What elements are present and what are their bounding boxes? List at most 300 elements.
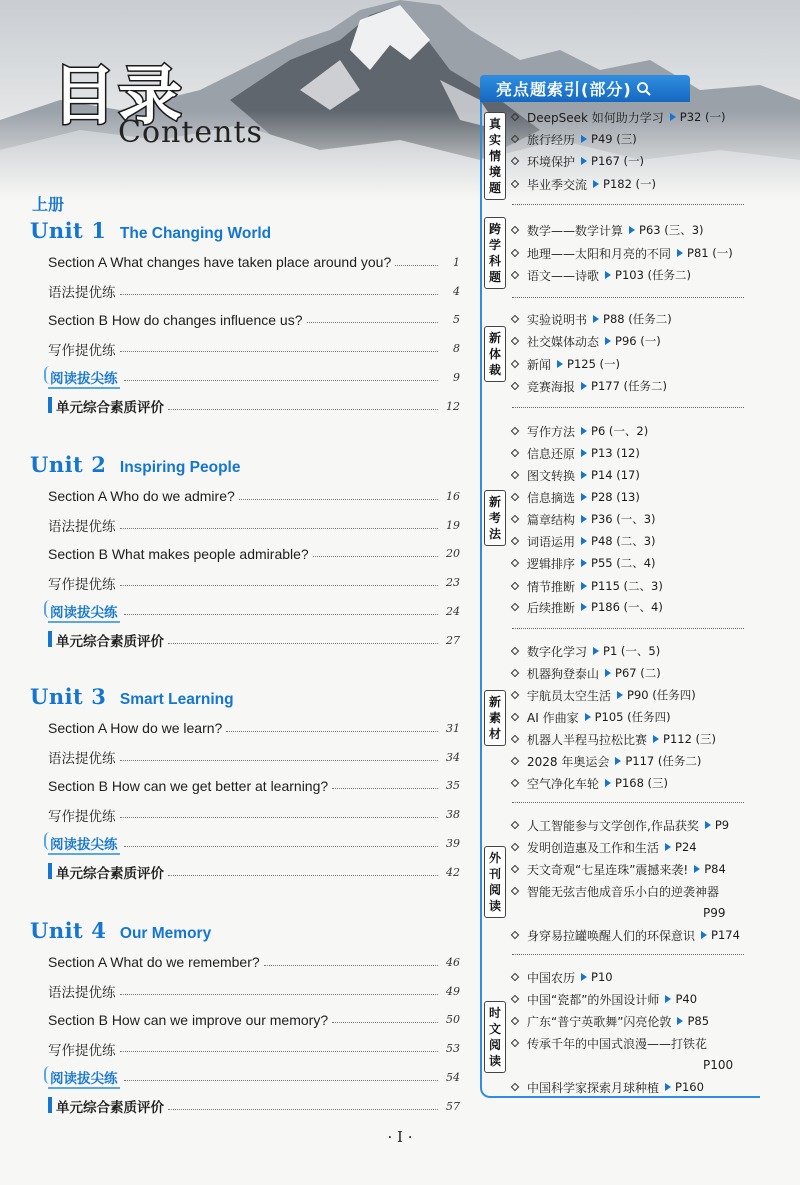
arrow-right-icon xyxy=(593,315,599,323)
index-category-3 xyxy=(484,326,506,382)
index-item[interactable] xyxy=(512,836,697,858)
index-item-ref: P48 (二、3) xyxy=(591,534,656,548)
toc-entry-page: 35 xyxy=(446,779,460,793)
arrow-right-icon xyxy=(581,973,587,981)
toc-entry-page: 1 xyxy=(453,255,460,269)
index-item-text: 图文转换 xyxy=(527,468,576,483)
toc-entry[interactable] xyxy=(30,540,460,569)
toc-entry-label: 阅读拔尖练 xyxy=(48,601,120,623)
diamond-bullet-icon xyxy=(511,315,519,323)
index-item-text: 中国科学家探索月球种植 xyxy=(527,1080,660,1095)
index-category-6 xyxy=(484,846,506,918)
dotted-separator xyxy=(512,954,744,955)
arrow-right-icon xyxy=(605,669,611,677)
diamond-bullet-icon xyxy=(511,249,519,257)
arrow-right-icon xyxy=(581,559,587,567)
diamond-bullet-icon xyxy=(511,1039,519,1047)
index-item[interactable] xyxy=(512,728,716,750)
diamond-bullet-icon xyxy=(511,735,519,743)
index-item[interactable] xyxy=(512,508,656,530)
index-item[interactable] xyxy=(512,219,704,241)
arrow-right-icon xyxy=(593,647,599,655)
index-item-ref: P96 (一) xyxy=(615,334,661,348)
diamond-bullet-icon xyxy=(511,157,519,165)
index-item[interactable] xyxy=(512,966,613,988)
dotted-separator xyxy=(512,802,744,803)
arrow-right-icon xyxy=(617,691,623,699)
index-item[interactable] xyxy=(512,814,729,836)
arrow-right-icon xyxy=(615,757,621,765)
index-item-ref: P112 (三) xyxy=(663,732,717,746)
index-item[interactable] xyxy=(512,1032,707,1054)
index-item[interactable] xyxy=(512,880,719,902)
toc-entry-page: 23 xyxy=(446,576,460,590)
index-item-ref: P186 (一、4) xyxy=(591,600,663,614)
index-item[interactable] xyxy=(512,106,725,128)
toc-entry-page: 31 xyxy=(446,721,460,735)
index-category-7 xyxy=(484,1001,506,1073)
toc-entry[interactable] xyxy=(30,772,460,801)
toc-entry-label: 阅读拔尖练 xyxy=(48,367,120,389)
toc-entry[interactable] xyxy=(30,1092,460,1121)
toc-entry-page: 42 xyxy=(446,865,460,879)
diamond-bullet-icon xyxy=(511,669,519,677)
toc-entry[interactable] xyxy=(30,743,460,772)
diamond-bullet-icon xyxy=(511,471,519,479)
index-item-ref: P90 (任务四) xyxy=(627,688,696,702)
index-item[interactable] xyxy=(512,375,667,397)
dotted-separator xyxy=(512,204,744,205)
diamond-bullet-icon xyxy=(511,113,519,121)
index-item-ref: P40 xyxy=(675,992,698,1006)
diamond-bullet-icon xyxy=(511,1083,519,1091)
index-item[interactable] xyxy=(512,552,656,574)
diamond-bullet-icon xyxy=(511,493,519,501)
index-item-ref: P28 (13) xyxy=(591,490,640,504)
index-item-text: 传承千年的中国式浪漫——打铁花 xyxy=(527,1036,708,1051)
diamond-bullet-icon xyxy=(511,337,519,345)
arrow-right-icon xyxy=(581,493,587,501)
index-category-label: 外刊阅读 xyxy=(488,851,501,913)
index-item-ref: P1 (一、5) xyxy=(603,644,661,658)
toc-entry-page: 34 xyxy=(446,750,460,764)
index-item-text: 情节推断 xyxy=(527,579,576,594)
diamond-bullet-icon xyxy=(511,603,519,611)
dotted-separator xyxy=(512,628,744,629)
dot-leader xyxy=(168,1109,438,1110)
index-item-ref: P6 (一、2) xyxy=(591,424,649,438)
index-item[interactable] xyxy=(512,684,696,706)
index-item[interactable] xyxy=(512,308,672,330)
index-item-text: 数字化学习 xyxy=(527,644,588,659)
toc-entry[interactable] xyxy=(30,363,460,392)
index-item-ref: P125 (一) xyxy=(567,357,621,371)
index-item-ref: P13 (12) xyxy=(591,446,640,460)
unit-num: 3 xyxy=(91,684,106,709)
index-item[interactable] xyxy=(512,150,644,172)
index-item-text: 旅行经历 xyxy=(527,132,576,147)
index-header-label: 亮点题索引(部分) xyxy=(496,80,632,99)
diamond-bullet-icon xyxy=(511,973,519,981)
diamond-bullet-icon xyxy=(511,559,519,567)
index-item-ref: P105 (任务四) xyxy=(594,710,671,724)
toc-entry-label: Section A Who do we admire? xyxy=(48,488,235,505)
dot-leader xyxy=(264,965,438,966)
index-item-ref: P10 xyxy=(591,970,613,984)
arrow-right-icon xyxy=(581,537,587,545)
index-item-ref: P67 (二) xyxy=(615,666,661,680)
index-item-text: 数学——数学计算 xyxy=(527,223,624,238)
index-item-ref: P100 xyxy=(703,1058,734,1072)
toc-entry-label: 语法提优练 xyxy=(48,519,116,536)
toc-entry-page: 5 xyxy=(453,313,460,327)
arrow-right-icon xyxy=(581,135,587,143)
dot-leader xyxy=(120,351,439,352)
index-item[interactable] xyxy=(512,858,726,880)
unit-title: Smart Learning xyxy=(119,691,234,708)
diamond-bullet-icon xyxy=(511,713,519,721)
index-item-text: 空气净化车轮 xyxy=(527,776,600,791)
index-item[interactable] xyxy=(512,264,691,286)
index-item-text: 毕业季交流 xyxy=(527,177,588,192)
index-item[interactable] xyxy=(512,750,701,772)
toc-entry-label: Section B What makes people admirable? xyxy=(48,545,309,562)
diamond-bullet-icon xyxy=(511,779,519,787)
diamond-bullet-icon xyxy=(511,226,519,234)
arrow-right-icon xyxy=(665,843,671,851)
index-item-ref: P84 xyxy=(704,862,726,876)
index-item-ref: P81 (一) xyxy=(687,246,733,260)
unit-heading xyxy=(30,218,460,248)
index-category-label: 新素材 xyxy=(488,695,501,741)
arrow-right-icon xyxy=(653,735,659,743)
index-item[interactable] xyxy=(512,575,663,597)
index-item-text: 竞赛海报 xyxy=(527,379,576,394)
index-item-ref: P168 (三) xyxy=(615,776,669,790)
index-item-text: 宇航员太空生活 xyxy=(527,688,612,703)
toc-entry-label: Section B How do changes influence us? xyxy=(48,311,303,328)
arrow-right-icon xyxy=(705,821,711,829)
index-item-text: 逻辑排序 xyxy=(527,556,576,571)
dot-leader xyxy=(313,556,438,557)
toc-entry-label: Section B How can we improve our memory? xyxy=(48,1011,329,1028)
toc-entry[interactable] xyxy=(30,306,460,335)
index-item-ref: P55 (二、4) xyxy=(591,556,656,570)
index-category-5 xyxy=(484,690,506,746)
unit-4 xyxy=(30,918,460,1121)
toc-entry[interactable] xyxy=(30,482,460,511)
index-category-label: 新考法 xyxy=(488,495,501,541)
arrow-right-icon xyxy=(557,360,563,368)
index-item[interactable] xyxy=(512,706,671,728)
unit-word: Unit xyxy=(30,218,84,243)
index-item-ref: P182 (一) xyxy=(603,177,657,191)
toc-entry-page: 49 xyxy=(446,984,460,998)
index-item-text: 语文——诗歌 xyxy=(527,268,600,283)
index-item-text: 中国农历 xyxy=(527,970,576,985)
toc-entry[interactable] xyxy=(30,1006,460,1035)
toc-entry-label: 写作提优练 xyxy=(48,342,116,359)
arrow-right-icon xyxy=(581,515,587,523)
index-item-text: 发明创造惠及工作和生活 xyxy=(527,840,660,855)
index-item-ref: P174 xyxy=(711,928,740,942)
unit-num: 4 xyxy=(91,918,106,943)
index-item-ref: P167 (一) xyxy=(591,154,645,168)
diamond-bullet-icon xyxy=(511,821,519,829)
index-item-ref-line[interactable] xyxy=(703,1054,733,1076)
index-item-ref: P36 (一、3) xyxy=(591,512,656,526)
toc-entry[interactable] xyxy=(30,858,460,887)
toc-entry[interactable] xyxy=(30,800,460,829)
toc-entry-page: 39 xyxy=(446,837,460,851)
diamond-bullet-icon xyxy=(511,887,519,895)
toc-entry-label: Section A How do we learn? xyxy=(48,720,223,737)
dot-leader xyxy=(168,409,438,410)
index-item-text: 环境保护 xyxy=(527,154,576,169)
dot-leader xyxy=(124,846,439,847)
toc-entry-label: Section A What changes have taken place around you? xyxy=(48,254,392,271)
toc-entry[interactable] xyxy=(30,277,460,306)
arrow-right-icon xyxy=(677,249,683,257)
diamond-bullet-icon xyxy=(511,647,519,655)
index-header xyxy=(480,75,690,102)
index-category-1 xyxy=(484,112,506,200)
page-number: · I · xyxy=(387,1128,413,1146)
toc-entry-page: 4 xyxy=(453,284,460,298)
dot-leader xyxy=(332,788,438,789)
index-item-ref: P24 xyxy=(675,840,697,854)
unit-title: The Changing World xyxy=(119,225,272,242)
index-item-text: 天文奇观“七星连珠”震撼来袭! xyxy=(527,862,689,877)
diamond-bullet-icon xyxy=(511,843,519,851)
toc-entry[interactable] xyxy=(30,977,460,1006)
toc-entry-page: 38 xyxy=(446,808,460,822)
unit-1 xyxy=(30,218,460,421)
index-item-text: 地理——太阳和月亮的不同 xyxy=(527,246,672,261)
dotted-separator xyxy=(512,407,744,408)
index-item-ref: P99 xyxy=(703,906,726,920)
index-item[interactable] xyxy=(512,173,656,195)
diamond-bullet-icon xyxy=(511,449,519,457)
toc-entry-label: Section A What do we remember? xyxy=(48,954,260,971)
index-item-ref: P103 (任务二) xyxy=(615,268,692,282)
index-item[interactable] xyxy=(512,486,640,508)
unit-2 xyxy=(30,452,460,655)
toc-entry-label: 单元综合素质评价 xyxy=(48,862,164,882)
index-item-text: 机器狗登泰山 xyxy=(527,666,600,681)
diamond-bullet-icon xyxy=(511,691,519,699)
index-item-ref: P160 xyxy=(675,1080,704,1094)
index-item[interactable] xyxy=(512,640,660,662)
unit-title: Our Memory xyxy=(119,925,212,942)
index-item-ref: P177 (任务二) xyxy=(591,379,668,393)
index-category-2 xyxy=(484,217,506,289)
arrow-right-icon xyxy=(581,449,587,457)
arrow-right-icon xyxy=(605,779,611,787)
unit-heading xyxy=(30,684,460,714)
arrow-right-icon xyxy=(605,337,611,345)
toc-entry[interactable] xyxy=(30,1063,460,1092)
toc-entry-label: Section B How can we get better at learning? xyxy=(48,777,329,794)
toc-entry[interactable] xyxy=(30,511,460,540)
diamond-bullet-icon xyxy=(511,865,519,873)
dot-leader xyxy=(120,817,439,818)
index-category-label: 新体裁 xyxy=(488,331,501,377)
diamond-bullet-icon xyxy=(511,1017,519,1025)
index-item-ref: P85 xyxy=(687,1014,710,1028)
index-item[interactable] xyxy=(512,464,640,486)
arrow-right-icon xyxy=(581,157,587,165)
index-item[interactable] xyxy=(512,772,668,794)
index-item-text: 篇章结构 xyxy=(527,512,576,527)
arrow-right-icon xyxy=(677,1017,683,1025)
toc-entry-label: 单元综合素质评价 xyxy=(48,396,164,416)
unit-heading xyxy=(30,452,460,482)
index-item[interactable] xyxy=(512,988,697,1010)
search-icon xyxy=(636,81,652,97)
dot-leader xyxy=(124,380,439,381)
toc-entry[interactable] xyxy=(30,829,460,858)
diamond-bullet-icon xyxy=(511,360,519,368)
index-item-text: DeepSeek 如何助力学习 xyxy=(527,110,664,125)
toc-entry[interactable] xyxy=(30,568,460,597)
dot-leader xyxy=(120,528,439,529)
index-item-ref: P88 (任务二) xyxy=(603,312,672,326)
toc-entry-label: 语法提优练 xyxy=(48,985,116,1002)
toc-entry-label: 写作提优练 xyxy=(48,808,116,825)
index-item[interactable] xyxy=(512,128,637,150)
arrow-right-icon xyxy=(581,582,587,590)
toc-entry[interactable] xyxy=(30,714,460,743)
index-item-text: 2028 年奥运会 xyxy=(527,754,610,769)
toc-entry[interactable] xyxy=(30,392,460,421)
index-item-ref: P9 xyxy=(714,818,730,832)
index-item[interactable] xyxy=(512,596,663,618)
index-item-text: AI 作曲家 xyxy=(527,710,579,725)
toc-entry-page: 27 xyxy=(446,633,460,647)
arrow-right-icon xyxy=(585,713,591,721)
index-item[interactable] xyxy=(512,1010,709,1032)
diamond-bullet-icon xyxy=(511,757,519,765)
index-item[interactable] xyxy=(512,353,620,375)
diamond-bullet-icon xyxy=(511,271,519,279)
toc-entry-label: 语法提优练 xyxy=(48,751,116,768)
dot-leader xyxy=(226,731,438,732)
index-item[interactable] xyxy=(512,330,661,352)
toc-entry-page: 8 xyxy=(453,342,460,356)
index-item-ref: P63 (三、3) xyxy=(639,223,704,237)
dot-leader xyxy=(332,1022,438,1023)
index-item-ref: P14 (17) xyxy=(591,468,640,482)
dot-leader xyxy=(239,499,438,500)
arrow-right-icon xyxy=(665,995,671,1003)
index-category-label: 真实情境题 xyxy=(488,117,501,195)
index-item-ref-line[interactable] xyxy=(703,902,726,924)
dot-leader xyxy=(120,760,439,761)
index-item[interactable] xyxy=(512,662,661,684)
arrow-right-icon xyxy=(670,113,676,121)
index-item[interactable] xyxy=(512,442,640,464)
toc-entry-label: 阅读拔尖练 xyxy=(48,1067,120,1089)
dot-leader xyxy=(124,614,439,615)
contents-title xyxy=(52,59,272,162)
arrow-right-icon xyxy=(581,471,587,479)
index-item-text: 身穿易拉罐唤醒人们的环保意识 xyxy=(527,928,696,943)
diamond-bullet-icon xyxy=(511,180,519,188)
toc-entry-page: 24 xyxy=(446,605,460,619)
index-item-text: 人工智能参与文学创作,作品获奖 xyxy=(527,818,699,833)
toc-entry[interactable] xyxy=(30,334,460,363)
toc-entry-label: 单元综合素质评价 xyxy=(48,630,164,650)
index-item-ref: P115 (二、3) xyxy=(591,579,663,593)
index-item-text: 机器人半程马拉松比赛 xyxy=(527,732,648,747)
index-item-text: 广东“普宁英歌舞”闪亮伦敦 xyxy=(527,1014,672,1029)
index-item-text: 后续推断 xyxy=(527,600,576,615)
index-item-text: 新闻 xyxy=(527,357,552,372)
unit-heading xyxy=(30,918,460,948)
toc-entry-page: 54 xyxy=(446,1071,460,1085)
toc-entry-label: 单元综合素质评价 xyxy=(48,1096,164,1116)
toc-entry-page: 12 xyxy=(446,399,460,413)
index-item-text: 信息还原 xyxy=(527,446,576,461)
dot-leader xyxy=(307,322,439,323)
toc-entry[interactable] xyxy=(30,626,460,655)
unit-word: Unit xyxy=(30,918,84,943)
index-item[interactable] xyxy=(512,420,648,442)
toc-entry-page: 16 xyxy=(446,489,460,503)
unit-title: Inspiring People xyxy=(119,459,241,476)
index-item-ref: P32 (一) xyxy=(679,110,726,124)
index-item-text: 社交媒体动态 xyxy=(527,334,600,349)
index-item[interactable] xyxy=(512,242,733,264)
toc-entry-page: 53 xyxy=(446,1042,460,1056)
index-item[interactable] xyxy=(512,924,740,946)
unit-word: Unit xyxy=(30,684,84,709)
dot-leader xyxy=(168,875,438,876)
dot-leader xyxy=(120,1051,439,1052)
index-item-text: 智能无弦吉他成音乐小白的逆袭神器 xyxy=(527,884,720,899)
toc-entry-page: 9 xyxy=(453,371,460,385)
diamond-bullet-icon xyxy=(511,515,519,523)
diamond-bullet-icon xyxy=(511,135,519,143)
diamond-bullet-icon xyxy=(511,582,519,590)
index-category-label: 时文阅读 xyxy=(488,1006,501,1068)
index-category-4 xyxy=(484,490,506,546)
index-item[interactable] xyxy=(512,1076,704,1098)
title-english: Contents xyxy=(118,115,263,150)
title-chinese: 目录 xyxy=(52,59,184,134)
dot-leader xyxy=(120,585,439,586)
index-item-text: 信息摘选 xyxy=(527,490,576,505)
dot-leader xyxy=(120,994,439,995)
arrow-right-icon xyxy=(701,931,707,939)
toc-entry[interactable] xyxy=(30,1034,460,1063)
toc-entry[interactable] xyxy=(30,948,460,977)
toc-entry[interactable] xyxy=(30,248,460,277)
toc-entry-label: 语法提优练 xyxy=(48,285,116,302)
toc-entry-page: 46 xyxy=(446,955,460,969)
toc-entry-page: 19 xyxy=(446,518,460,532)
index-item-text: 词语运用 xyxy=(527,534,576,549)
diamond-bullet-icon xyxy=(511,995,519,1003)
dotted-separator xyxy=(512,297,744,298)
toc-entry-label: 写作提优练 xyxy=(48,1042,116,1059)
index-item[interactable] xyxy=(512,530,656,552)
index-category-label: 跨学科题 xyxy=(488,222,501,284)
unit-word: Unit xyxy=(30,452,84,477)
toc-entry-page: 20 xyxy=(446,547,460,561)
toc-entry[interactable] xyxy=(30,597,460,626)
